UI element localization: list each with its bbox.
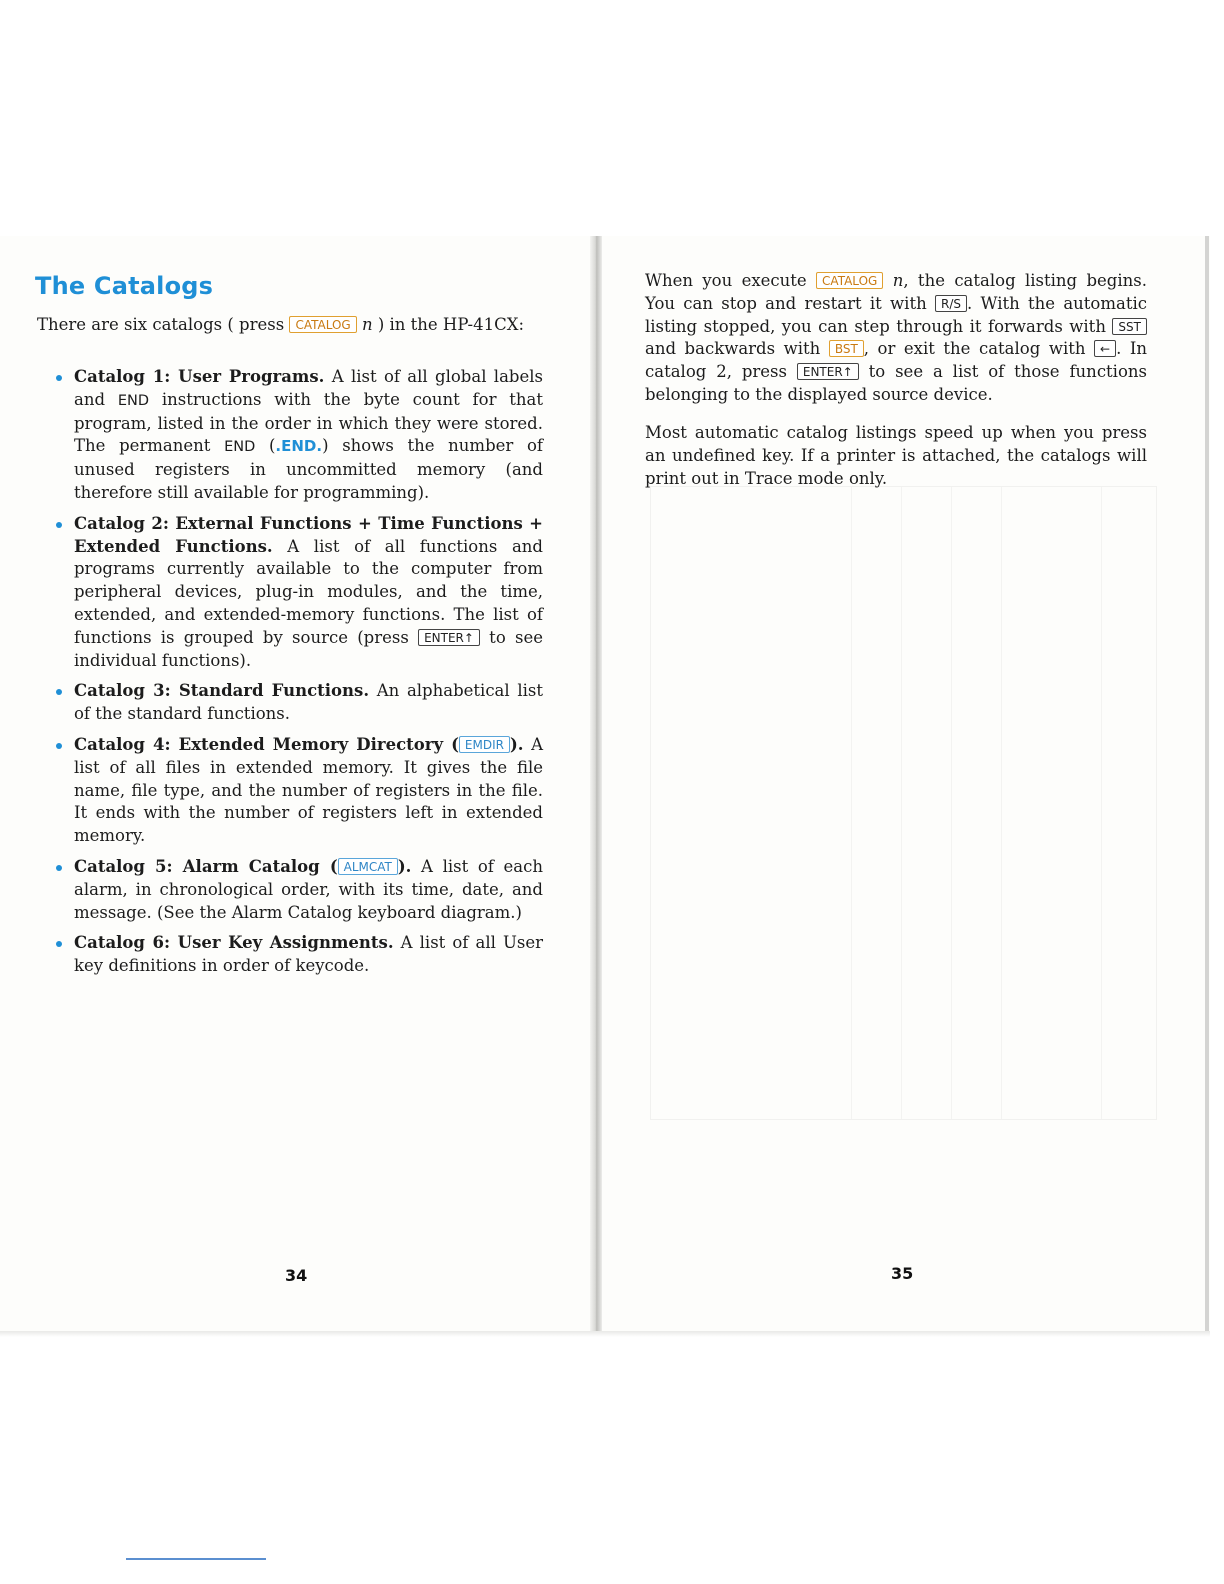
show-through-table <box>650 486 1157 1120</box>
page-number: 35 <box>891 1264 914 1283</box>
page-edge <box>1205 236 1209 1334</box>
bullet-icon <box>56 375 62 381</box>
bullet-icon <box>56 865 62 871</box>
catalog-list <box>52 366 543 986</box>
list-item: Catalog 3: Standard Functions. An alphabetical list of the standard functions. <box>52 680 543 726</box>
left-page <box>0 236 592 1334</box>
variable-n: n <box>892 271 904 290</box>
execution-paragraph: When you execute CATALOG n, the catalog listing begins. You can stop and restart it with R/S . With the automatic listing stopped, you can step through it forwards with SST and backwards with BST , or exit the catalog with ← . In catalog 2, press ENTER↑ to see a list of those functions belonging to the displayed source device. <box>645 271 1148 404</box>
catalog-key: CATALOG <box>816 272 883 289</box>
back-arrow-key: ← <box>1094 340 1116 357</box>
variable-n: n <box>361 315 373 334</box>
catalog-key: CATALOG <box>289 316 356 333</box>
item-title: Catalog 6: User Key Assignments. <box>74 933 394 953</box>
page-number: 34 <box>285 1266 308 1285</box>
sst-key: SST <box>1112 318 1147 335</box>
bullet-icon <box>56 941 62 947</box>
enter-key: ENTER↑ <box>418 629 480 646</box>
bullet-icon <box>56 689 62 695</box>
speed-paragraph: Most automatic catalog listings speed up when you press an undefined key. If a printer is attached, the catalogs will print out in Trace mode only. <box>645 423 1147 488</box>
list-item: Catalog 5: Alarm Catalog ( ALMCAT ). A list of each alarm, in chronological order, with its time, date, and message. (See the Alarm Catalog keyboard diagram.) <box>52 856 543 924</box>
bullet-icon <box>56 743 62 749</box>
almcat-key: ALMCAT <box>338 858 398 875</box>
run-stop-key: R/S <box>935 295 967 312</box>
intro-paragraph: There are six catalogs ( press CATALOG n ) in the HP-41CX: <box>37 315 525 334</box>
page-title: The Catalogs <box>35 272 214 300</box>
list-item: Catalog 2: External Functions + Time Functions + Extended Functions. A list of all functions and programs currently available to the computer from peripheral devices, plug-in modules, and the time, extended, and extended-memory functions. The list of functions is grouped by source (press ENTER↑ to see individual functions). <box>52 513 543 673</box>
bullet-icon <box>56 522 62 528</box>
list-item: Catalog 1: User Programs. A list of all global labels and END instructions with the byte count for that program, listed in the order in which they were stored. The permanent END (.END.) shows the number of unused registers in uncommitted memory (and therefore still available for programming). <box>52 366 543 505</box>
item-title: Catalog 1: User Programs. <box>74 367 325 386</box>
right-page <box>600 236 1210 1334</box>
scan-mark <box>126 1558 266 1560</box>
bst-key: BST <box>829 340 864 357</box>
enter-key: ENTER↑ <box>797 363 859 380</box>
book-spread <box>0 236 1210 1334</box>
list-item: Catalog 4: Extended Memory Directory ( EMDIR ). A list of all files in extended memory. It gives the file name, file type, and the number of registers in the file. It ends with the number of registers left in extended memory. <box>52 734 543 848</box>
item-title: Catalog 5: Alarm Catalog <box>74 856 320 876</box>
end-display-label: .END. <box>275 437 323 456</box>
list-item: Catalog 6: User Key Assignments. A list of all User key definitions in order of keycode. <box>52 932 543 978</box>
spread-bottom-edge <box>0 1331 1210 1337</box>
emdir-key: EMDIR <box>459 736 510 753</box>
item-title: Catalog 3: Standard Functions. <box>74 681 370 701</box>
item-title: Catalog 4: Extended Memory Directory <box>74 734 444 754</box>
item-title: Catalog 2: External Functions + Time Functions + Extended Functions. <box>74 513 543 556</box>
